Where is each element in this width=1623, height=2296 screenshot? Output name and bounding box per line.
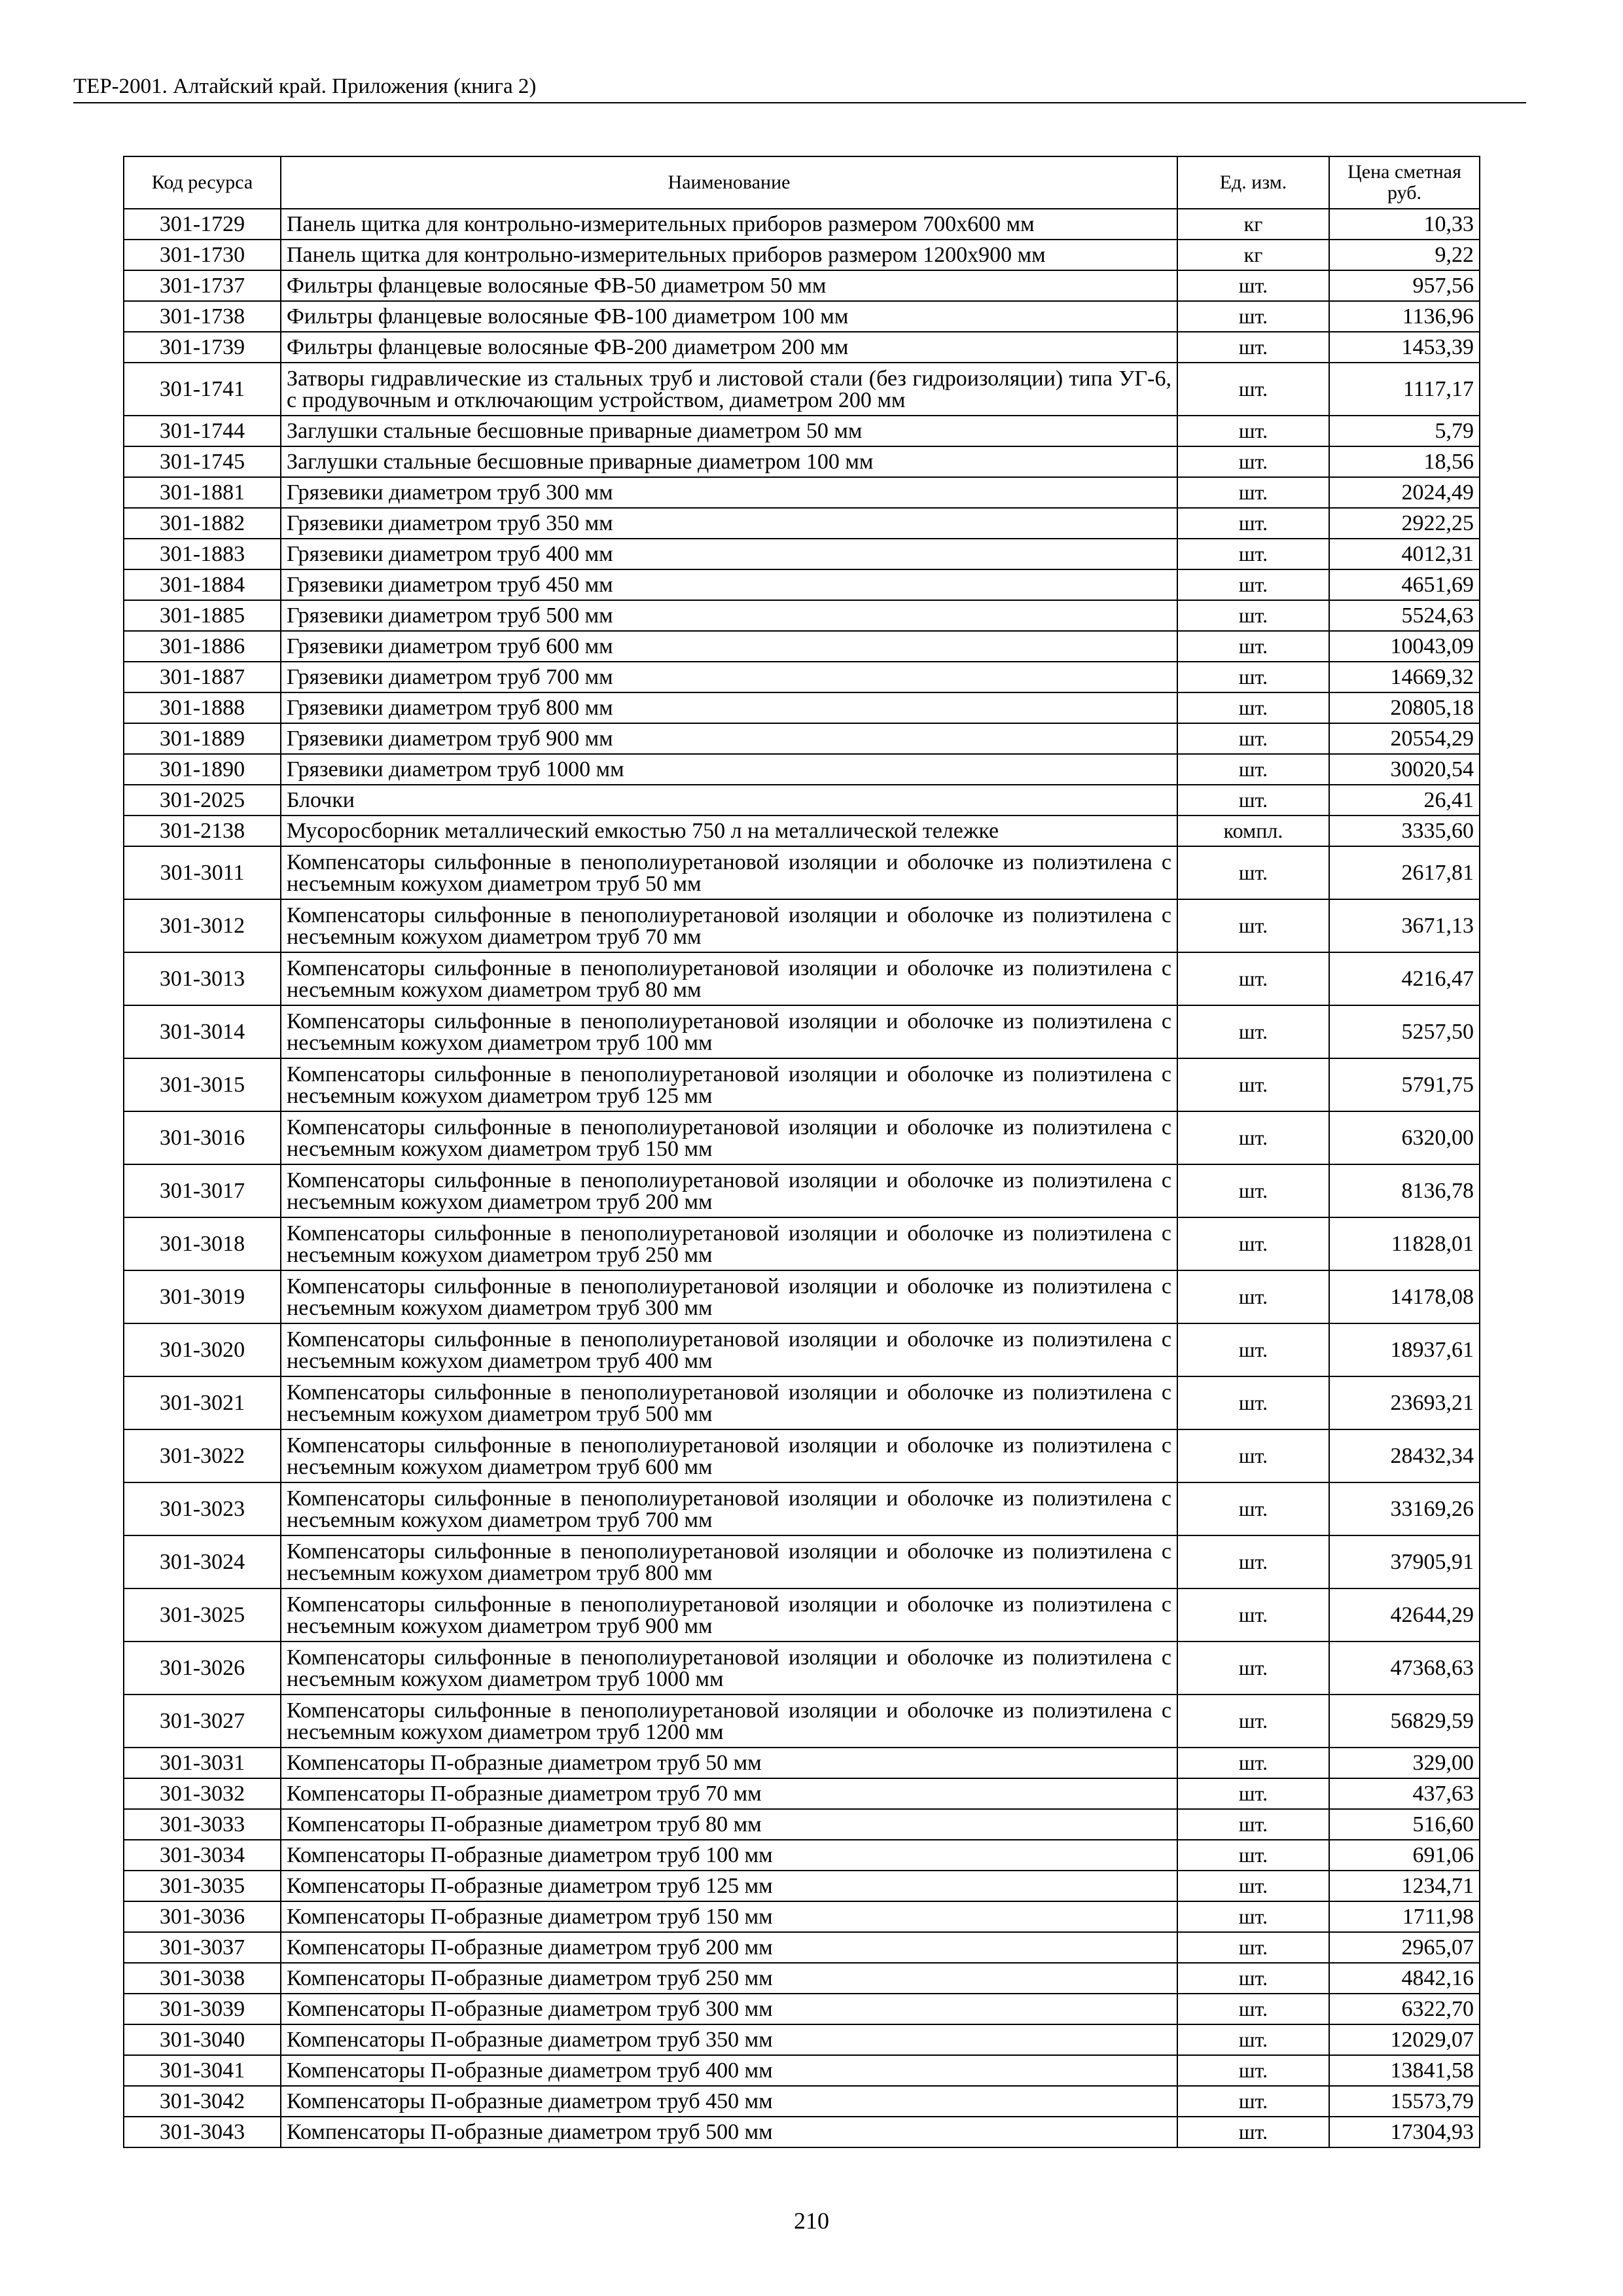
cell-code: 301-1886	[124, 631, 281, 662]
cell-unit: шт.	[1177, 1164, 1329, 1217]
cell-unit: шт.	[1177, 363, 1329, 416]
cell-name: Компенсаторы сильфонные в пенополиуретановой изоляции и оболочке из полиэтилена с несъемным кожухом диаметром труб 150 мм	[281, 1111, 1177, 1164]
cell-unit: шт.	[1177, 754, 1329, 785]
cell-name: Грязевики диаметром труб 500 мм	[281, 600, 1177, 631]
cell-name: Заглушки стальные бесшовные приварные диаметром 50 мм	[281, 416, 1177, 446]
table-row	[124, 1535, 1480, 1588]
table-row	[124, 1482, 1480, 1535]
table-row	[124, 209, 1480, 240]
table-row	[124, 1641, 1480, 1695]
cell-name: Компенсаторы сильфонные в пенополиуретановой изоляции и оболочке из полиэтилена с несъемным кожухом диаметром труб 700 мм	[281, 1482, 1177, 1535]
table-row	[124, 569, 1480, 600]
cell-unit: шт.	[1177, 2024, 1329, 2055]
cell-name: Грязевики диаметром труб 300 мм	[281, 477, 1177, 508]
cell-name: Панель щитка для контрольно-измерительных приборов размером 700х600 мм	[281, 209, 1177, 240]
cell-price: 15573,79	[1329, 2086, 1480, 2117]
cell-code: 301-1737	[124, 270, 281, 301]
cell-code: 301-1887	[124, 662, 281, 692]
cell-unit: шт.	[1177, 952, 1329, 1005]
cell-code: 301-1744	[124, 416, 281, 446]
cell-price: 329,00	[1329, 1748, 1480, 1778]
table-row	[124, 1840, 1480, 1871]
cell-price: 20805,18	[1329, 692, 1480, 723]
cell-price: 23693,21	[1329, 1376, 1480, 1429]
cell-code: 301-1739	[124, 332, 281, 363]
cell-name: Затворы гидравлические из стальных труб и листовой стали (без гидроизоляции) типа УГ-6, с продувочным и отключающим устройством, диаметром 200 мм	[281, 363, 1177, 416]
cell-code: 301-2138	[124, 816, 281, 846]
table-row	[124, 1323, 1480, 1376]
cell-name: Компенсаторы П-образные диаметром труб 300 мм	[281, 1994, 1177, 2024]
table-row	[124, 240, 1480, 270]
cell-code: 301-3027	[124, 1695, 281, 1748]
cell-price: 28432,34	[1329, 1429, 1480, 1482]
cell-unit: шт.	[1177, 662, 1329, 692]
column-header-unit: Ед. изм.	[1177, 156, 1329, 209]
cell-price: 1234,71	[1329, 1871, 1480, 1901]
table-row	[124, 1994, 1480, 2024]
cell-name: Заглушки стальные бесшовные приварные диаметром 100 мм	[281, 446, 1177, 477]
resource-price-table	[123, 156, 1480, 2148]
cell-name: Компенсаторы сильфонные в пенополиуретановой изоляции и оболочке из полиэтилена с несъемным кожухом диаметром труб 500 мм	[281, 1376, 1177, 1429]
cell-name: Компенсаторы сильфонные в пенополиуретановой изоляции и оболочке из полиэтилена с несъемным кожухом диаметром труб 70 мм	[281, 899, 1177, 952]
cell-code: 301-1884	[124, 569, 281, 600]
table-row	[124, 2117, 1480, 2147]
table-row	[124, 1932, 1480, 1963]
cell-name: Компенсаторы сильфонные в пенополиуретановой изоляции и оболочке из полиэтилена с несъемным кожухом диаметром труб 1200 мм	[281, 1695, 1177, 1748]
cell-price: 12029,07	[1329, 2024, 1480, 2055]
cell-code: 301-3015	[124, 1058, 281, 1111]
cell-price: 1711,98	[1329, 1901, 1480, 1932]
cell-code: 301-1888	[124, 692, 281, 723]
cell-price: 14669,32	[1329, 662, 1480, 692]
cell-price: 4216,47	[1329, 952, 1480, 1005]
cell-code: 301-3020	[124, 1323, 281, 1376]
cell-price: 1136,96	[1329, 301, 1480, 332]
cell-price: 8136,78	[1329, 1164, 1480, 1217]
cell-unit: шт.	[1177, 1111, 1329, 1164]
cell-unit: шт.	[1177, 508, 1329, 539]
cell-name: Компенсаторы П-образные диаметром труб 125 мм	[281, 1871, 1177, 1901]
cell-price: 5257,50	[1329, 1005, 1480, 1058]
cell-name: Грязевики диаметром труб 900 мм	[281, 723, 1177, 754]
cell-unit: шт.	[1177, 1778, 1329, 1809]
cell-unit: шт.	[1177, 1535, 1329, 1588]
cell-unit: шт.	[1177, 539, 1329, 569]
cell-price: 3335,60	[1329, 816, 1480, 846]
cell-name: Компенсаторы сильфонные в пенополиуретановой изоляции и оболочке из полиэтилена с несъемным кожухом диаметром труб 125 мм	[281, 1058, 1177, 1111]
cell-price: 56829,59	[1329, 1695, 1480, 1748]
cell-unit: шт.	[1177, 2055, 1329, 2086]
cell-name: Грязевики диаметром труб 450 мм	[281, 569, 1177, 600]
table-row	[124, 1695, 1480, 1748]
cell-unit: шт.	[1177, 2117, 1329, 2147]
table-row	[124, 416, 1480, 446]
cell-unit: шт.	[1177, 1695, 1329, 1748]
column-header-name: Наименование	[281, 156, 1177, 209]
cell-unit: шт.	[1177, 1963, 1329, 1994]
cell-unit: шт.	[1177, 446, 1329, 477]
cell-name: Панель щитка для контрольно-измерительных приборов размером 1200х900 мм	[281, 240, 1177, 270]
cell-name: Компенсаторы сильфонные в пенополиуретановой изоляции и оболочке из полиэтилена с несъемным кожухом диаметром труб 400 мм	[281, 1323, 1177, 1376]
cell-price: 1453,39	[1329, 332, 1480, 363]
cell-code: 301-1890	[124, 754, 281, 785]
table-row	[124, 1164, 1480, 1217]
table-row	[124, 1058, 1480, 1111]
table-row	[124, 1217, 1480, 1270]
cell-code: 301-3043	[124, 2117, 281, 2147]
cell-code: 301-3016	[124, 1111, 281, 1164]
cell-code: 301-3040	[124, 2024, 281, 2055]
table-row	[124, 363, 1480, 416]
cell-code: 301-3019	[124, 1270, 281, 1323]
cell-name: Компенсаторы сильфонные в пенополиуретановой изоляции и оболочке из полиэтилена с несъемным кожухом диаметром труб 800 мм	[281, 1535, 1177, 1588]
cell-price: 437,63	[1329, 1778, 1480, 1809]
cell-name: Мусоросборник металлический емкостью 750 л на металлической тележке	[281, 816, 1177, 846]
cell-price: 2965,07	[1329, 1932, 1480, 1963]
cell-price: 47368,63	[1329, 1641, 1480, 1695]
cell-unit: шт.	[1177, 631, 1329, 662]
cell-price: 691,06	[1329, 1840, 1480, 1871]
cell-price: 18937,61	[1329, 1323, 1480, 1376]
cell-price: 3671,13	[1329, 899, 1480, 952]
cell-code: 301-3038	[124, 1963, 281, 1994]
cell-price: 14178,08	[1329, 1270, 1480, 1323]
cell-unit: компл.	[1177, 816, 1329, 846]
cell-unit: шт.	[1177, 1809, 1329, 1840]
table-row	[124, 270, 1480, 301]
cell-unit: шт.	[1177, 416, 1329, 446]
cell-unit: шт.	[1177, 899, 1329, 952]
table-row	[124, 723, 1480, 754]
cell-price: 33169,26	[1329, 1482, 1480, 1535]
cell-code: 301-3042	[124, 2086, 281, 2117]
cell-price: 17304,93	[1329, 2117, 1480, 2147]
table-row	[124, 539, 1480, 569]
cell-code: 301-3031	[124, 1748, 281, 1778]
cell-price: 5791,75	[1329, 1058, 1480, 1111]
cell-name: Компенсаторы сильфонные в пенополиуретановой изоляции и оболочке из полиэтилена с несъемным кожухом диаметром труб 250 мм	[281, 1217, 1177, 1270]
cell-code: 301-3034	[124, 1840, 281, 1871]
cell-code: 301-3039	[124, 1994, 281, 2024]
cell-code: 301-3037	[124, 1932, 281, 1963]
cell-unit: шт.	[1177, 569, 1329, 600]
cell-code: 301-3022	[124, 1429, 281, 1482]
table-row	[124, 754, 1480, 785]
cell-name: Компенсаторы П-образные диаметром труб 350 мм	[281, 2024, 1177, 2055]
cell-code: 301-1883	[124, 539, 281, 569]
cell-code: 301-3035	[124, 1871, 281, 1901]
cell-price: 6322,70	[1329, 1994, 1480, 2024]
cell-unit: шт.	[1177, 332, 1329, 363]
table-row	[124, 816, 1480, 846]
cell-name: Компенсаторы сильфонные в пенополиуретановой изоляции и оболочке из полиэтилена с несъемным кожухом диаметром труб 100 мм	[281, 1005, 1177, 1058]
cell-code: 301-1745	[124, 446, 281, 477]
cell-unit: шт.	[1177, 1005, 1329, 1058]
table-row	[124, 1376, 1480, 1429]
cell-code: 301-3011	[124, 846, 281, 899]
table-row	[124, 631, 1480, 662]
cell-code: 301-2025	[124, 785, 281, 816]
cell-name: Компенсаторы сильфонные в пенополиуретановой изоляции и оболочке из полиэтилена с несъемным кожухом диаметром труб 50 мм	[281, 846, 1177, 899]
cell-unit: шт.	[1177, 1217, 1329, 1270]
cell-name: Компенсаторы сильфонные в пенополиуретановой изоляции и оболочке из полиэтилена с несъемным кожухом диаметром труб 1000 мм	[281, 1641, 1177, 1695]
cell-name: Фильтры фланцевые волосяные ФВ-50 диаметром 50 мм	[281, 270, 1177, 301]
cell-name: Компенсаторы сильфонные в пенополиуретановой изоляции и оболочке из полиэтилена с несъемным кожухом диаметром труб 80 мм	[281, 952, 1177, 1005]
cell-price: 37905,91	[1329, 1535, 1480, 1588]
cell-unit: шт.	[1177, 1932, 1329, 1963]
table-row	[124, 1270, 1480, 1323]
cell-code: 301-3024	[124, 1535, 281, 1588]
table-row	[124, 846, 1480, 899]
cell-unit: шт.	[1177, 1376, 1329, 1429]
cell-unit: шт.	[1177, 1058, 1329, 1111]
cell-unit: шт.	[1177, 1840, 1329, 1871]
cell-unit: шт.	[1177, 846, 1329, 899]
cell-code: 301-3017	[124, 1164, 281, 1217]
cell-price: 1117,17	[1329, 363, 1480, 416]
cell-code: 301-1885	[124, 600, 281, 631]
table-row	[124, 477, 1480, 508]
cell-name: Компенсаторы П-образные диаметром труб 50 мм	[281, 1748, 1177, 1778]
cell-unit: шт.	[1177, 600, 1329, 631]
cell-code: 301-3026	[124, 1641, 281, 1695]
cell-price: 957,56	[1329, 270, 1480, 301]
table-row	[124, 692, 1480, 723]
cell-price: 4651,69	[1329, 569, 1480, 600]
cell-code: 301-1741	[124, 363, 281, 416]
cell-unit: шт.	[1177, 1748, 1329, 1778]
table-row	[124, 952, 1480, 1005]
cell-code: 301-1738	[124, 301, 281, 332]
cell-code: 301-3023	[124, 1482, 281, 1535]
cell-unit: шт.	[1177, 1270, 1329, 1323]
table-row	[124, 446, 1480, 477]
cell-code: 301-3018	[124, 1217, 281, 1270]
cell-price: 6320,00	[1329, 1111, 1480, 1164]
cell-code: 301-3013	[124, 952, 281, 1005]
cell-unit: шт.	[1177, 1901, 1329, 1932]
cell-unit: шт.	[1177, 1588, 1329, 1641]
table-row	[124, 1963, 1480, 1994]
cell-name: Компенсаторы П-образные диаметром труб 70 мм	[281, 1778, 1177, 1809]
table-row	[124, 301, 1480, 332]
cell-unit: шт.	[1177, 785, 1329, 816]
cell-name: Грязевики диаметром труб 800 мм	[281, 692, 1177, 723]
cell-unit: шт.	[1177, 301, 1329, 332]
table-row	[124, 1901, 1480, 1932]
table-header-row	[124, 156, 1480, 209]
cell-unit: шт.	[1177, 1482, 1329, 1535]
cell-unit: кг	[1177, 240, 1329, 270]
column-header-price: Цена сметная руб.	[1329, 156, 1480, 209]
cell-price: 4012,31	[1329, 539, 1480, 569]
cell-price: 10,33	[1329, 209, 1480, 240]
cell-unit: шт.	[1177, 2086, 1329, 2117]
cell-code: 301-3021	[124, 1376, 281, 1429]
cell-name: Компенсаторы П-образные диаметром труб 150 мм	[281, 1901, 1177, 1932]
cell-price: 2024,49	[1329, 477, 1480, 508]
cell-price: 5,79	[1329, 416, 1480, 446]
cell-name: Компенсаторы сильфонные в пенополиуретановой изоляции и оболочке из полиэтилена с несъемным кожухом диаметром труб 900 мм	[281, 1588, 1177, 1641]
cell-price: 18,56	[1329, 446, 1480, 477]
cell-code: 301-1881	[124, 477, 281, 508]
running-head: ТЕР-2001. Алтайский край. Приложения (книга 2)	[73, 73, 1526, 103]
table-row	[124, 1778, 1480, 1809]
table-row	[124, 332, 1480, 363]
cell-unit: кг	[1177, 209, 1329, 240]
cell-name: Блочки	[281, 785, 1177, 816]
cell-price: 4842,16	[1329, 1963, 1480, 1994]
page-number: 210	[794, 2208, 829, 2234]
table-row	[124, 1588, 1480, 1641]
column-header-code: Код ресурса	[124, 156, 281, 209]
table-row	[124, 1005, 1480, 1058]
table-body	[124, 209, 1480, 2147]
cell-code: 301-1729	[124, 209, 281, 240]
cell-code: 301-3014	[124, 1005, 281, 1058]
cell-name: Грязевики диаметром труб 1000 мм	[281, 754, 1177, 785]
cell-price: 516,60	[1329, 1809, 1480, 1840]
cell-name: Фильтры фланцевые волосяные ФВ-100 диаметром 100 мм	[281, 301, 1177, 332]
cell-name: Компенсаторы П-образные диаметром труб 200 мм	[281, 1932, 1177, 1963]
cell-unit: шт.	[1177, 692, 1329, 723]
cell-price: 30020,54	[1329, 754, 1480, 785]
cell-unit: шт.	[1177, 1994, 1329, 2024]
table-row	[124, 1748, 1480, 1778]
cell-unit: шт.	[1177, 1429, 1329, 1482]
cell-unit: шт.	[1177, 1323, 1329, 1376]
table-row	[124, 600, 1480, 631]
cell-name: Грязевики диаметром труб 400 мм	[281, 539, 1177, 569]
cell-price: 5524,63	[1329, 600, 1480, 631]
table-row	[124, 1809, 1480, 1840]
cell-code: 301-3033	[124, 1809, 281, 1840]
cell-price: 2617,81	[1329, 846, 1480, 899]
cell-unit: шт.	[1177, 1641, 1329, 1695]
cell-price: 11828,01	[1329, 1217, 1480, 1270]
table-row	[124, 1111, 1480, 1164]
cell-code: 301-1882	[124, 508, 281, 539]
cell-name: Грязевики диаметром труб 700 мм	[281, 662, 1177, 692]
cell-code: 301-3032	[124, 1778, 281, 1809]
table-row	[124, 508, 1480, 539]
table-row	[124, 662, 1480, 692]
cell-code: 301-1889	[124, 723, 281, 754]
cell-price: 2922,25	[1329, 508, 1480, 539]
cell-price: 42644,29	[1329, 1588, 1480, 1641]
cell-name: Грязевики диаметром труб 350 мм	[281, 508, 1177, 539]
cell-code: 301-3041	[124, 2055, 281, 2086]
cell-code: 301-3025	[124, 1588, 281, 1641]
cell-name: Компенсаторы П-образные диаметром труб 400 мм	[281, 2055, 1177, 2086]
cell-name: Компенсаторы П-образные диаметром труб 250 мм	[281, 1963, 1177, 1994]
cell-name: Компенсаторы П-образные диаметром труб 80 мм	[281, 1809, 1177, 1840]
cell-name: Компенсаторы П-образные диаметром труб 100 мм	[281, 1840, 1177, 1871]
cell-price: 10043,09	[1329, 631, 1480, 662]
cell-name: Компенсаторы сильфонные в пенополиуретановой изоляции и оболочке из полиэтилена с несъемным кожухом диаметром труб 300 мм	[281, 1270, 1177, 1323]
cell-price: 9,22	[1329, 240, 1480, 270]
cell-name: Компенсаторы сильфонные в пенополиуретановой изоляции и оболочке из полиэтилена с несъемным кожухом диаметром труб 200 мм	[281, 1164, 1177, 1217]
table-row	[124, 2024, 1480, 2055]
cell-unit: шт.	[1177, 477, 1329, 508]
cell-price: 20554,29	[1329, 723, 1480, 754]
table-row	[124, 2086, 1480, 2117]
cell-price: 26,41	[1329, 785, 1480, 816]
cell-name: Фильтры фланцевые волосяные ФВ-200 диаметром 200 мм	[281, 332, 1177, 363]
table-row	[124, 899, 1480, 952]
cell-name: Компенсаторы сильфонные в пенополиуретановой изоляции и оболочке из полиэтилена с несъемным кожухом диаметром труб 600 мм	[281, 1429, 1177, 1482]
table-row	[124, 2055, 1480, 2086]
cell-code: 301-1730	[124, 240, 281, 270]
cell-name: Компенсаторы П-образные диаметром труб 500 мм	[281, 2117, 1177, 2147]
table-row	[124, 785, 1480, 816]
cell-price: 13841,58	[1329, 2055, 1480, 2086]
cell-name: Компенсаторы П-образные диаметром труб 450 мм	[281, 2086, 1177, 2117]
cell-name: Грязевики диаметром труб 600 мм	[281, 631, 1177, 662]
cell-unit: шт.	[1177, 1871, 1329, 1901]
cell-code: 301-3036	[124, 1901, 281, 1932]
table-row	[124, 1871, 1480, 1901]
table-row	[124, 1429, 1480, 1482]
cell-code: 301-3012	[124, 899, 281, 952]
cell-unit: шт.	[1177, 270, 1329, 301]
cell-unit: шт.	[1177, 723, 1329, 754]
